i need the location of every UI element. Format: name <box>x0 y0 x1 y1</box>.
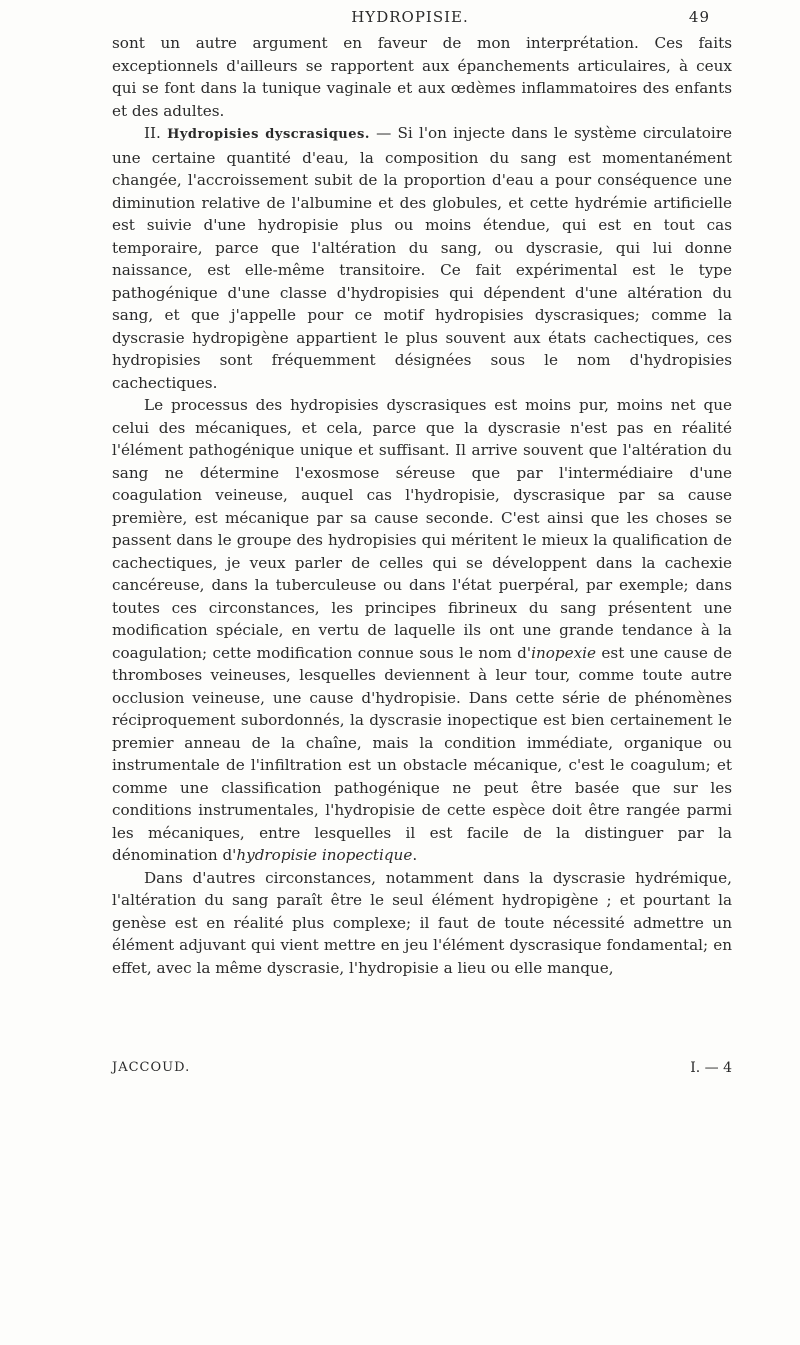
paragraph-text: est une cause de thromboses veineuses, lesquelles deviennent à leur tour, comme toute autre occlusion veineuse, une cause d'hydropisie. Dans cette série de phénomènes réciproquement subordonnés, la dyscrasie inopectique est bien certainement le premier anneau de la chaîne, mais la condition immédiate, organique ou instrumentale de l'infiltration est un obstacle mécanique, c'est le coagulum; et comme une classification pathogénique ne peut être basée que sur les conditions instrumentales, l'hydropisie de cette espèce doit être rangée parmi les mécaniques, entre lesquelles il est facile de la distinguer par la dénomination d' <box>112 643 732 864</box>
paragraph-text: . <box>412 846 418 864</box>
footer-author: JACCOUD. <box>112 1060 191 1075</box>
running-head <box>110 8 710 28</box>
paragraph-text: Le processus des hydropisies dyscrasiques est moins pur, moins net que celui des mécaniques, et cela, parce que la dyscrasie n'est pas en réalité l'élément pathogénique unique et suffisant. Il arrive souvent que l'altération du sang ne détermine l'exosmose séreuse que par l'intermédiaire d'une coagulation veineuse, auquel cas l'hydropisie, dyscrasique par sa cause première, est mécanique par sa cause seconde. C'est ainsi que les choses se passent dans le groupe des hydropisies qui méritent le mieux la qualification de cachectiques, je veux parler de celles qui se développent dans la cachexie cancéreuse, dans la tuberculeuse ou dans l'état puerpéral, par exemple; dans toutes ces circonstances, les principes fibrineux du sang présentent une modification spéciale, en vertu de laquelle ils ont une grande tendance à la coagulation; cette modification connue sous le nom d' <box>112 396 732 662</box>
page-footer <box>112 1060 732 1080</box>
emphasis-term: hydropisie inopectique <box>236 846 413 864</box>
body-text <box>112 32 732 979</box>
paragraph-continuation <box>112 32 732 122</box>
running-title: HYDROPISIE. <box>351 8 469 26</box>
section-heading: Hydropisies dyscrasiques. <box>167 127 370 142</box>
paragraph-text: Dans d'autres circonstances, notamment dans la dyscrasie hydrémique, l'altération du sang paraît être le seul élément hydropigène ; et pourtant la genèse est en réalité plus complexe; il faut de toute nécessité admettre un élément adjuvant qui vient mettre en jeu l'élément dyscrasique fondamental; en effet, avec la même dyscrasie, l'hydropisie a lieu ou elle manque, <box>112 868 732 977</box>
paragraph-autres-circonstances <box>112 867 732 980</box>
paragraph-text: sont un autre argument en faveur de mon interprétation. Ces faits exceptionnels d'ailleurs se rapportent aux épanchements articulaires, à ceux qui se font dans la tunique vaginale et aux œdèmes inflammatoires des enfants et des adultes. <box>112 34 732 120</box>
paragraph-processus <box>112 394 732 867</box>
paragraph-section-ii <box>112 122 732 394</box>
page-number: 49 <box>688 8 710 26</box>
section-number: II. <box>144 124 161 142</box>
emphasis-term: inopexie <box>531 643 596 662</box>
paragraph-text: — Si l'on injecte dans le système circulatoire une certaine quantité d'eau, la composition du sang est momentanément changée, l'accroissement subit de la proportion d'eau a pour conséquence une diminution relative de l'albumine et des globules, et cette hydrémie artificielle est suivie d'une hydropisie plus ou moins étendue, qui est en tout cas temporaire, parce que l'altération du sang, ou dyscrasie, qui lui donne naissance, est elle-même transitoire. Ce fait expérimental est le type pathogénique d'une classe d'hydropisies qui dépendent d'une altération du sang, et que j'appelle pour ce motif hydropisies dyscrasiques; comme la dyscrasie hydropigène appartient le plus souvent aux états cachectiques, ces hydropisies sont fréquemment désignées sous le nom d'hydropisies cachectiques. <box>112 124 733 392</box>
signature-mark: I. — 4 <box>690 1060 732 1076</box>
